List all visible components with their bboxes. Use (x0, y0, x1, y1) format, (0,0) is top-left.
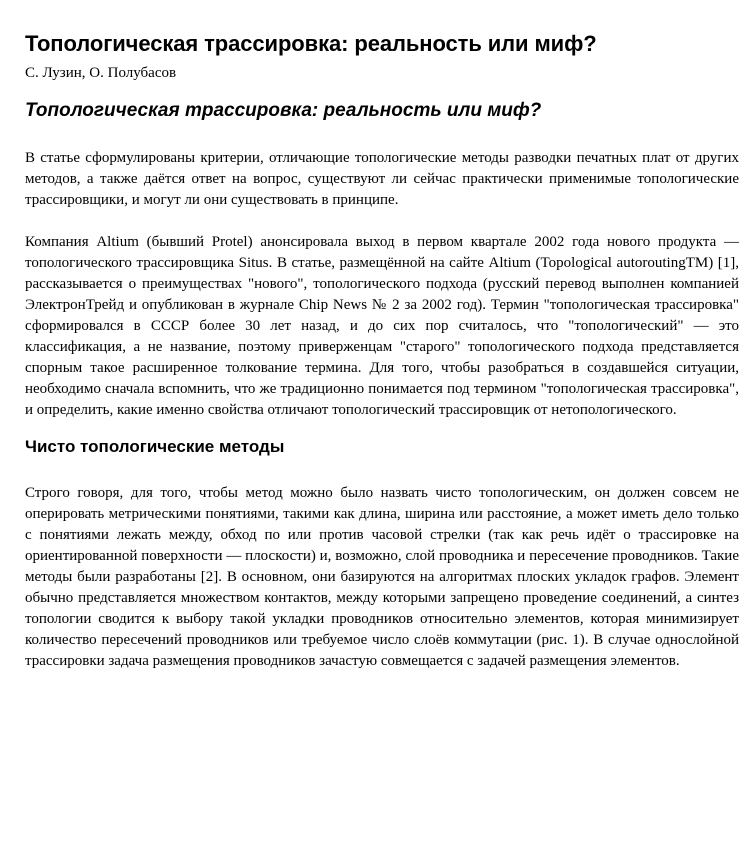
page-title: Топологическая трассировка: реальность или миф? (25, 31, 597, 56)
authors-line: С. Лузин, О. Полубасов (25, 65, 177, 81)
article (25, 30, 739, 672)
section-paragraph: Строго говоря, для того, чтобы метод можно было назвать чисто топологическим, он должен совсем не оперировать метрическими понятиями, такими как длина, ширина или расстояние, а может иметь дело только с понятиями лежать между, обход по или против часовой стрелки (так как речь идёт о трассировке на ориентированной поверхности — плоскости) и, возможно, слой проводника и пересечение проводников. Такие методы были разработаны [2]. В основном, они базируются на алгоритмах плоских укладок графов. Элемент обычно представляется множеством контактов, между которыми запрещено проведение соединений, а синтез топологии сводится к выбору такой укладки проводников относительно элементов, которая минимизирует количество пересечений проводников или требуемое число слоёв коммутации (рис. 1). В случае однослойной трассировки задача размещения проводников зачастую совмещается с задачей размещения элементов. (25, 485, 739, 669)
article-subtitle: Топологическая трассировка: реальность или миф? (25, 100, 542, 121)
abstract-paragraph: В статье сформулированы критерии, отличающие топологические методы разводки печатных плат от других методов, а также даётся ответ на вопрос, существуют ли сейчас практически применимые топологические трассировщики, и могут ли они существовать в принципе. (25, 150, 739, 208)
section-heading: Чисто топологические методы (25, 437, 285, 456)
intro-paragraph: Компания Altium (бывший Protel) анонсировала выход в первом квартале 2002 года нового продукта — топологического трассировщика Situs. В статье, размещённой на сайте Altium (Topological autoroutingTM) [1], рассказывается о преимуществах "нового", топологического подхода (русский перевод выполнен компанией ЭлектронТрейд и опубликован в журнале Chip News № 2 за 2002 год). Термин "топологическая трассировка" сформировался в СССР более 30 лет назад, и до сих пор считалось, что "топологический" — это классификация, а не название, поэтому приверженцам "старого" топологического подхода представляется спорным такое расширенное толкование термина. Для того, чтобы разобраться в создавшейся ситуации, необходимо сначала вспомнить, что же традиционно понимается под термином "топологическая трассировка", и определить, какие именно свойства отличают топологический трассировщик от нетопологического. (25, 234, 739, 418)
